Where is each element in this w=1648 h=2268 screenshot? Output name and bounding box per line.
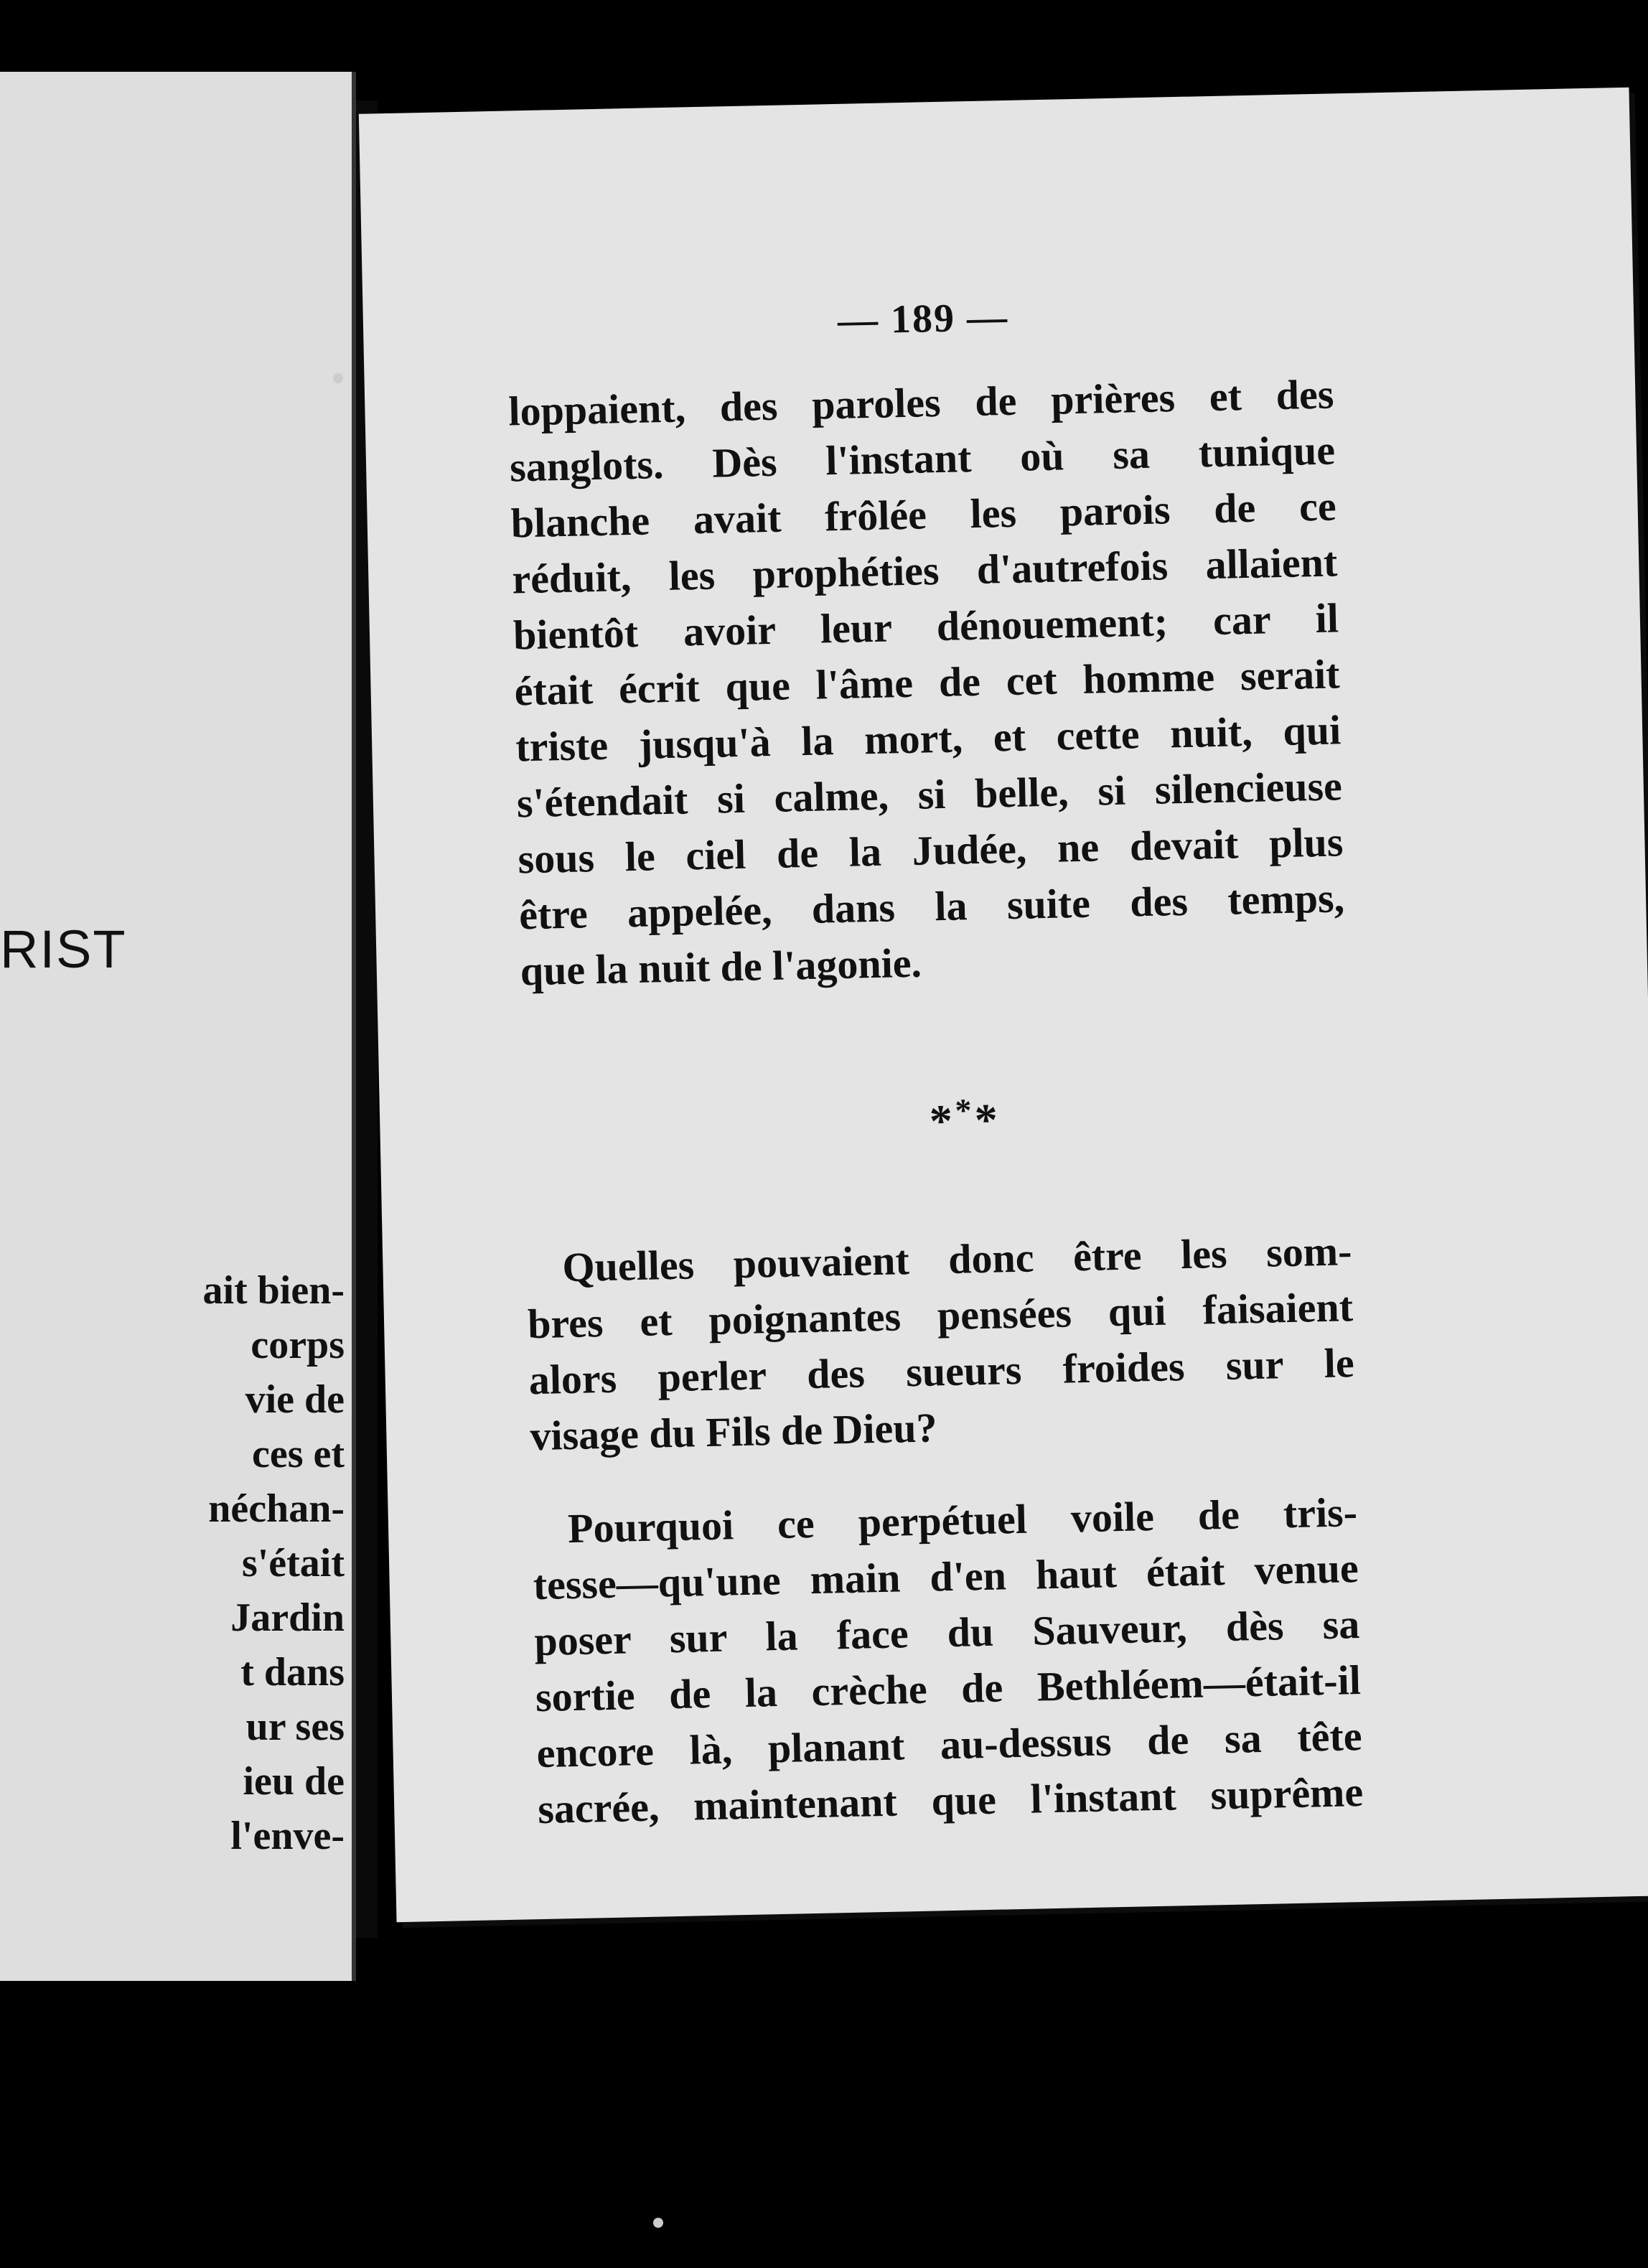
page-number: — 189 — xyxy=(837,294,1009,343)
text-line: que la nuit de l'agonie. xyxy=(520,939,922,995)
scan-speck xyxy=(333,373,343,383)
text-line: loppaient, des paroles de prières et des xyxy=(507,370,1334,435)
text-line: était écrit que l'âme de cet homme serait xyxy=(514,650,1341,715)
left-page-heading: RIST xyxy=(0,919,127,979)
current-page xyxy=(359,88,1648,1923)
previous-page-fragment xyxy=(0,72,356,1981)
asterism-separator: *** xyxy=(929,1092,1001,1147)
text-line: encore là, planant au-dessus de sa tête xyxy=(536,1712,1363,1777)
text-line: être appelée, dans la suite des temps, xyxy=(518,874,1345,939)
left-page-line: ieu de xyxy=(243,1759,345,1804)
text-line: visage du Fils de Dieu? xyxy=(529,1404,938,1460)
text-line: sacrée, maintenant que l'instant suprême xyxy=(537,1768,1364,1833)
text-line: bres et poignantes pensées qui faisaient xyxy=(527,1283,1354,1348)
left-page-line: l'enve- xyxy=(230,1814,345,1858)
text-line: blanche avait frôlée les parois de ce xyxy=(510,482,1337,547)
text-line: tesse—qu'une main d'en haut était venue xyxy=(533,1545,1359,1609)
text-line: bientôt avoir leur dénouement; car il xyxy=(512,594,1339,659)
text-line: sous le ciel de la Judée, ne devait plus xyxy=(517,818,1344,883)
left-page-line: néchan- xyxy=(208,1486,345,1531)
text-line: réduit, les prophéties d'autrefois allaient xyxy=(511,538,1338,603)
left-page-line: ces et xyxy=(251,1432,345,1476)
text-line: Pourquoi ce perpétuel voile de tris- xyxy=(567,1489,1358,1552)
text-line: triste jusqu'à la mort, et cette nuit, qui xyxy=(515,706,1342,771)
left-page-text xyxy=(202,1263,345,1863)
left-page-line: Jardin xyxy=(230,1595,345,1640)
left-page-line: vie de xyxy=(245,1377,345,1422)
text-line: sortie de la crèche de Bethléem—était-il xyxy=(535,1657,1362,1721)
text-line: alors perler des sueurs froides sur le xyxy=(528,1339,1355,1404)
text-line: Quelles pouvaient donc être les som- xyxy=(561,1227,1352,1291)
left-page-line: ur ses xyxy=(245,1705,345,1749)
text-line: sanglots. Dès l'instant où sa tunique xyxy=(509,426,1336,491)
left-page-line: corps xyxy=(251,1323,345,1367)
left-page-line: s'était xyxy=(241,1541,345,1585)
text-line: poser sur la face du Sauveur, dès sa xyxy=(533,1601,1360,1665)
page-text xyxy=(508,366,1364,1837)
text-line: s'étendait si calme, si belle, si silencieuse xyxy=(516,762,1343,827)
left-page-line: ait bien- xyxy=(202,1268,345,1313)
left-page-line: t dans xyxy=(240,1650,345,1695)
scan-speck xyxy=(653,2218,663,2228)
